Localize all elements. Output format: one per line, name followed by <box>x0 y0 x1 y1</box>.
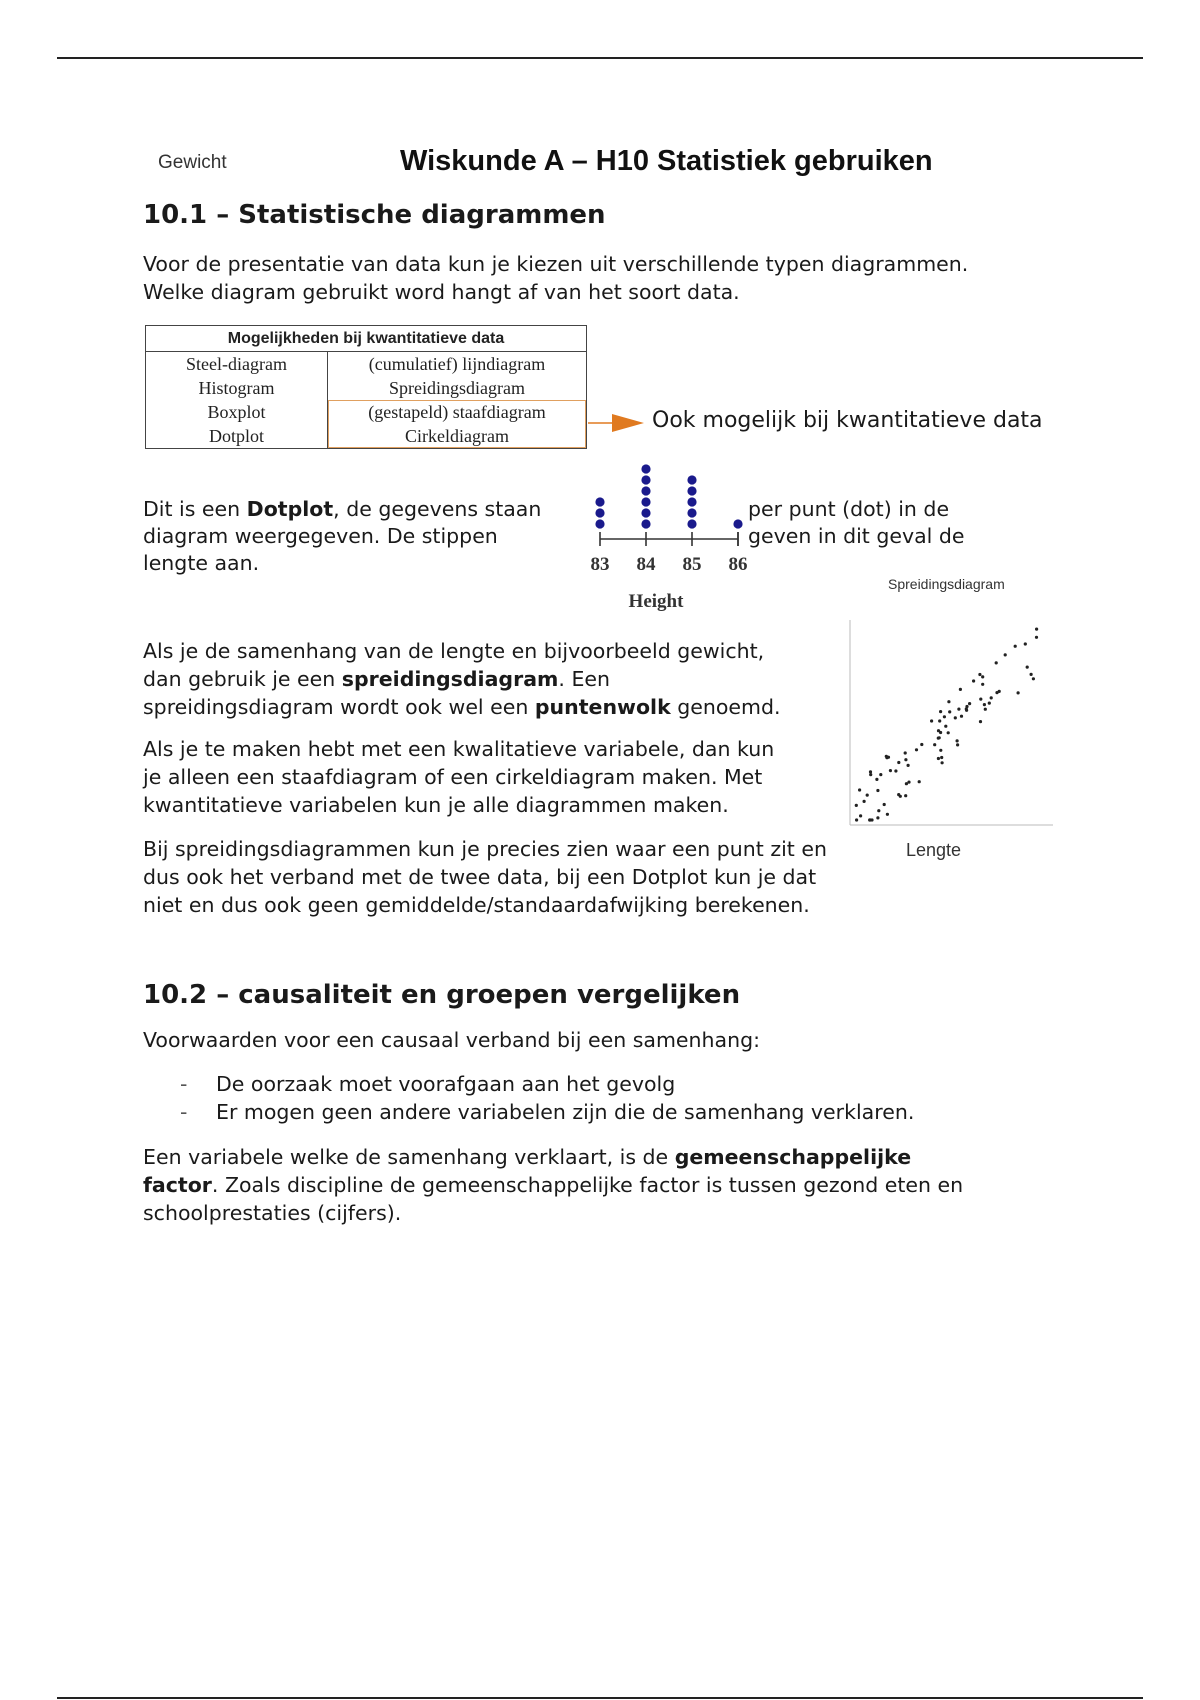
scatter-point <box>939 710 942 713</box>
dotplot-chart <box>580 455 755 615</box>
scatter-point <box>885 755 888 758</box>
bullet-dash: - <box>180 1072 188 1096</box>
scatter-title: Spreidingsdiagram <box>888 576 1005 592</box>
scatter-point <box>983 703 986 706</box>
scatter-point <box>918 780 921 783</box>
dotplot-term: Dotplot <box>246 497 334 521</box>
scatter-point <box>956 739 959 742</box>
scatter-point <box>1017 691 1020 694</box>
dotplot-dot <box>687 519 696 528</box>
scatter-point <box>981 683 984 686</box>
scatter-point <box>938 719 941 722</box>
scatter-point <box>876 789 879 792</box>
dotplot-dot <box>595 508 604 517</box>
scatter-point <box>947 700 950 703</box>
scatter-point <box>930 719 933 722</box>
table-cell: (cumulatief) lijndiagram <box>368 354 546 374</box>
scatter-point <box>940 756 943 759</box>
bottom-rule <box>57 1697 1143 1699</box>
scatter-point <box>956 743 959 746</box>
table-cell: Boxplot <box>207 402 266 422</box>
scatter-point <box>943 715 946 718</box>
factor-paragraph: Een variabele welke de samenhang verklaart, is de gemeenschappelijke factor. Zoals discipline de gemeenschappelijke factor is tussen gezond eten en schoolprestaties (cijfers). <box>143 1145 964 1225</box>
scatter-point <box>939 749 942 752</box>
scatter-point <box>1026 666 1029 669</box>
scatter-point <box>894 769 897 772</box>
table-cell: Spreidingsdiagram <box>389 378 525 398</box>
dotplot-dot <box>687 497 696 506</box>
scatter-point <box>933 743 936 746</box>
scatter-point <box>859 814 862 817</box>
bullet-dash: - <box>180 1100 188 1124</box>
comparison-paragraph: Bij spreidingsdiagrammen kun je precies zien waar een punt zit en dus ook het verband met de twee data, bij een Dotplot kun je dat niet en dus ook geen gemiddelde/standaardafwijking berekenen. <box>143 837 827 917</box>
scatter-point <box>960 715 963 718</box>
scatter-point <box>941 761 944 764</box>
table-cell: Steel-diagram <box>186 354 287 374</box>
scatter-point <box>1030 673 1033 676</box>
scatter-point <box>907 764 910 767</box>
also-possible-note: Ook mogelijk bij kwantitatieve data <box>652 408 1043 433</box>
spreidingsdiagram-term: spreidingsdiagram <box>341 667 559 691</box>
scatter-point <box>988 702 991 705</box>
scatter-point <box>904 751 907 754</box>
quantitative-data-table <box>145 325 587 449</box>
dotplot-dot <box>595 497 604 506</box>
table-left-column <box>146 352 328 449</box>
list-item: - Er mogen geen andere variabelen zijn die de samenhang verklaren. <box>180 1100 915 1124</box>
scatter-point <box>1035 628 1038 631</box>
scatter-paragraph: Als je de samenhang van de lengte en bijvoorbeeld gewicht, dan gebruik je een spreidingsdiagram. Een spreidingsdiagram wordt ook wel een puntenwolk genoemd. <box>143 639 781 719</box>
list-item: - De oorzaak moet voorafgaan aan het gevolg <box>180 1072 676 1096</box>
page-title: Wiskunde A – H10 Statistiek gebruiken <box>400 145 933 177</box>
dotplot-tick-label: 85 <box>682 554 702 575</box>
dotplot-text-left: Dit is een Dotplot, de gegevens staan diagram weergegeven. De stippen lengte aan. <box>143 497 542 575</box>
dotplot-dot <box>595 519 604 528</box>
scatter-point <box>897 761 900 764</box>
scatter-xlabel: Lengte <box>906 840 962 860</box>
scatter-point <box>984 708 987 711</box>
scatter-point <box>858 788 861 791</box>
scatter-point <box>972 679 975 682</box>
scatter-point <box>979 698 982 701</box>
section-heading-10-2: 10.2 – causaliteit en groepen vergelijken <box>143 980 741 1010</box>
dotplot-dot <box>687 508 696 517</box>
dotplot-tick-label: 83 <box>590 554 610 575</box>
scatter-point <box>855 818 858 821</box>
dotplot-tick-label: 86 <box>728 554 748 575</box>
dotplot-tick-label: 84 <box>636 554 656 575</box>
scatter-point <box>995 691 998 694</box>
dotplot-dot <box>733 519 742 528</box>
section-heading-10-1: 10.1 – Statistische diagrammen <box>143 200 606 230</box>
table-header: Mogelijkheden bij kwantitatieve data <box>146 326 587 352</box>
scatter-chart <box>845 620 1055 826</box>
scatter-point <box>876 816 879 819</box>
scatter-point <box>944 725 947 728</box>
table-right-column <box>328 352 587 449</box>
scatter-point <box>879 773 882 776</box>
scatter-point <box>948 710 951 713</box>
dotplot-dot <box>641 497 650 506</box>
table-cell: Cirkeldiagram <box>405 426 509 446</box>
scatter-point <box>863 800 866 803</box>
table-cell: (gestapeld) staafdiagram <box>368 402 546 422</box>
scatter-point <box>869 773 872 776</box>
scatter-point <box>981 675 984 678</box>
scatter-point <box>937 737 940 740</box>
scatter-point <box>937 757 940 760</box>
scatter-point <box>868 818 871 821</box>
dotplot-dot <box>641 464 650 473</box>
scatter-point <box>866 794 869 797</box>
scatter-point <box>1024 642 1027 645</box>
table-cell: Histogram <box>198 378 275 398</box>
dotplot-dot <box>641 519 650 528</box>
scatter-point <box>995 661 998 664</box>
dotplot-dot <box>687 475 696 484</box>
scatter-ylabel: Gewicht <box>158 152 227 173</box>
dotplot-xlabel: Height <box>628 591 684 612</box>
scatter-point <box>877 809 880 812</box>
scatter-point <box>915 748 918 751</box>
scatter-point <box>855 804 858 807</box>
scatter-point <box>965 709 968 712</box>
scatter-point <box>957 708 960 711</box>
dotplot-dot <box>687 486 696 495</box>
scatter-point <box>883 803 886 806</box>
scatter-point <box>979 720 982 723</box>
qualitative-paragraph: Als je te maken hebt met een kwalitatieve variabele, dan kun je alleen een staafdiagram of een cirkeldiagram maken. Met kwantitatieve variabelen kun je alle diagrammen maken. <box>143 737 775 817</box>
dotplot-text-right: per punt (dot) in de geven in dit geval de <box>748 497 965 548</box>
intro-paragraph <box>143 250 968 306</box>
top-rule <box>57 57 1143 59</box>
scatter-point <box>886 813 889 816</box>
scatter-point <box>947 731 950 734</box>
scatter-point <box>905 782 908 785</box>
intro-line: Welke diagram gebruikt word hangt af van het soort data. <box>143 280 740 304</box>
puntenwolk-term: puntenwolk <box>534 695 671 719</box>
dotplot-dot <box>641 486 650 495</box>
scatter-point <box>1035 636 1038 639</box>
scatter-point <box>937 729 940 732</box>
scatter-point <box>968 702 971 705</box>
scatter-point <box>959 688 962 691</box>
gemeenschappelijke-term: gemeenschappelijke <box>674 1145 912 1169</box>
scatter-point <box>1004 653 1007 656</box>
scatter-point <box>978 673 981 676</box>
intro-line: Voor de presentatie van data kun je kiezen uit verschillende typen diagrammen. <box>143 252 969 276</box>
table-cell: Dotplot <box>208 426 264 446</box>
scatter-point <box>875 778 878 781</box>
scatter-point <box>990 696 993 699</box>
conditions-list <box>180 1070 914 1126</box>
dotplot-dot <box>641 475 650 484</box>
scatter-point <box>954 716 957 719</box>
dotplot-dot <box>641 508 650 517</box>
arrow-icon <box>588 410 646 436</box>
scatter-point <box>889 769 892 772</box>
factor-term: factor <box>143 1173 212 1197</box>
scatter-point <box>904 794 907 797</box>
scatter-point <box>1032 677 1035 680</box>
scatter-point <box>904 758 907 761</box>
causal-intro: Voorwaarden voor een causaal verband bij een samenhang: <box>143 1028 760 1052</box>
scatter-point <box>1014 645 1017 648</box>
scatter-point <box>920 743 923 746</box>
scatter-point <box>897 793 900 796</box>
table-cell-highlighted <box>328 400 586 448</box>
